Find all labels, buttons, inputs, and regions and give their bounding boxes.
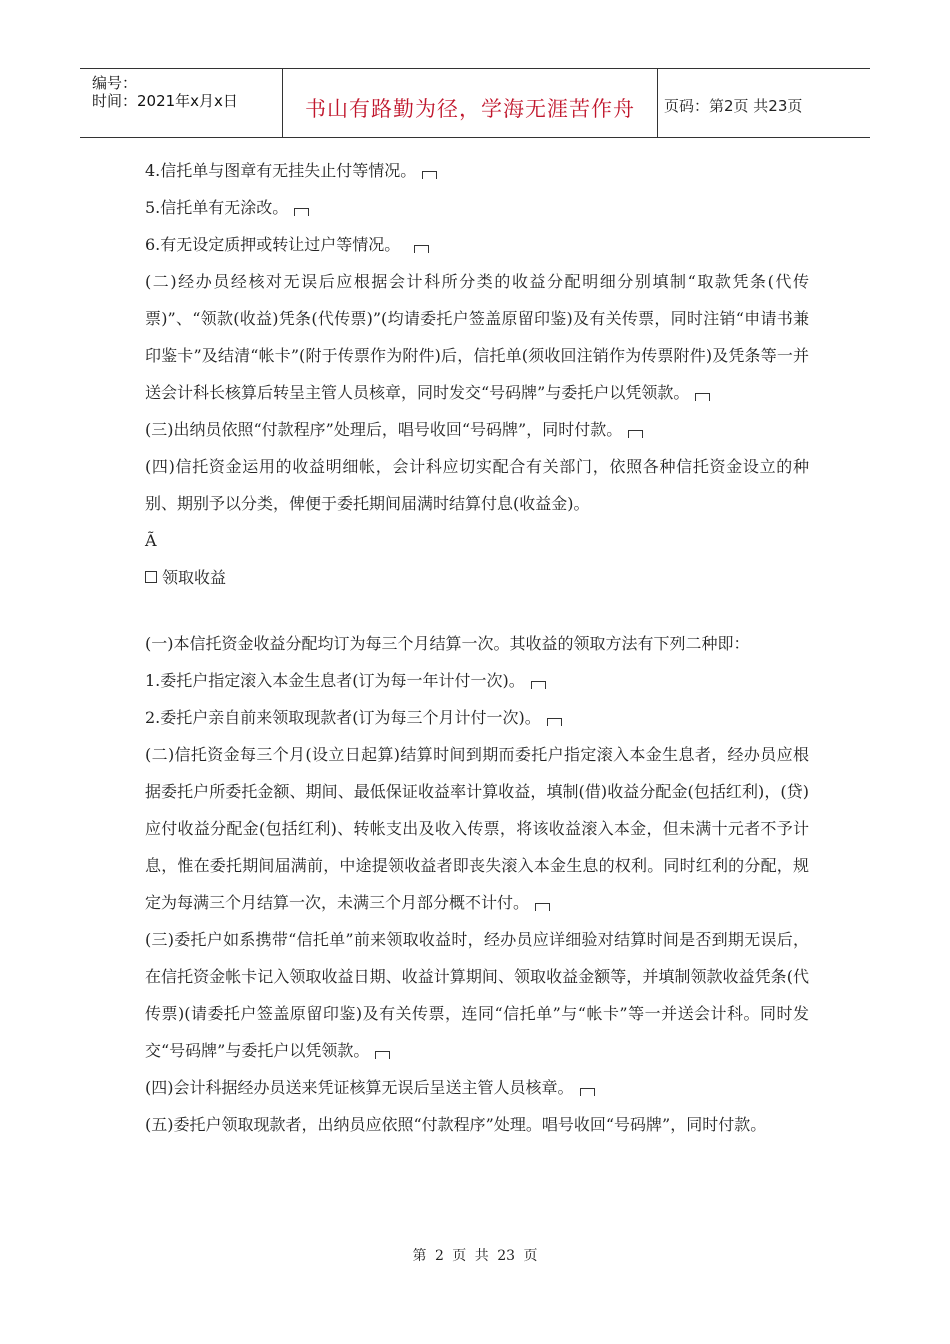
- document-body: [145, 152, 809, 1143]
- paragraph: (三)委托户如系携带“信托单”前来领取收益时，经办员应详细验对结算时间是否到期无误后，在信托资金帐卡记入领取收益日期、收益计算期间、领取收益金额等，并填制领款收益凭条(代传票)(请委托户签盖原留印鉴)及有关传票，连同“信托单”与“帐卡”等一并送会计科。同时发交“号码牌”与委托户以凭领款。: [145, 930, 809, 1060]
- page-footer: 第 2 页 共 23 页: [412, 1248, 538, 1264]
- paragraph: (一)本信托资金收益分配均订为每三个月结算一次。其收益的领取方法有下列二种即：: [145, 634, 750, 653]
- paragraph-mark-icon: [294, 208, 309, 216]
- paragraph: 4.信托单与图章有无挂失止付等情况。: [145, 152, 809, 189]
- header-motto-cell: [282, 69, 658, 137]
- motto: 书山有路勤为径，学海无涯苦作舟: [305, 97, 635, 121]
- stray-glyph: Ã: [145, 531, 157, 550]
- paragraph-mark-icon: [422, 171, 437, 179]
- number-label: 编号：: [92, 74, 138, 92]
- paragraph: (二)经办员经核对无误后应根据会计科所分类的收益分配明细分别填制“取款凭条(代传票)”、“领款(收益)凭条(代传票)”(均请委托户签盖原留印鉴)及有关传票，同时注销“申请书兼印鉴卡”及结清“帐卡”(附于传票作为附件)后，信托单(须收回注销作为传票附件)及凭条等一并送会计科长核算后转呈主管人员核章，同时发交“号码牌”与委托户以凭领款。: [145, 272, 809, 402]
- paragraph-mark-icon: [628, 430, 643, 438]
- paragraph-mark-icon: [580, 1088, 595, 1096]
- paragraph-mark-icon: [695, 393, 710, 401]
- paragraph: 1.委托户指定滚入本金生息者(订为每一年计付一次)。: [145, 662, 809, 699]
- section-heading: 领取收益: [145, 559, 809, 596]
- paragraph: 6.有无设定质押或转让过户等情况。: [145, 226, 809, 263]
- paragraph: 2.委托户亲自前来领取现款者(订为每三个月计付一次)。: [145, 699, 809, 736]
- paragraph: (三)出纳员依照“付款程序”处理后，唱号收回“号码牌”，同时付款。: [145, 411, 809, 448]
- header-page-cell: [662, 69, 870, 137]
- paragraph-mark-icon: [547, 718, 562, 726]
- spacer: [145, 596, 809, 625]
- paragraph: 5.信托单有无涂改。: [145, 189, 809, 226]
- paragraph-mark-icon: [531, 681, 546, 689]
- paragraph-mark-icon: [375, 1051, 390, 1059]
- paragraph: (五)委托户领取现款者，出纳员应依照“付款程序”处理。唱号收回“号码牌”，同时付款。: [145, 1115, 767, 1134]
- page-header: [80, 68, 870, 138]
- header-meta: [80, 69, 280, 137]
- checkbox-icon: [145, 571, 157, 583]
- paragraph: (四)信托资金运用的收益明细帐，会计科应切实配合有关部门，依照各种信托资金设立的种别、期别予以分类，俾便于委托期间届满时结算付息(收益金)。: [145, 457, 809, 513]
- paragraph: (四)会计科据经办员送来凭证核算无误后呈送主管人员核章。: [145, 1069, 809, 1106]
- paragraph-mark-icon: [414, 245, 429, 253]
- paragraph: (二)信托资金每三个月(设立日起算)结算时间到期而委托户指定滚入本金生息者，经办员应根据委托户所委托金额、期间、最低保证收益率计算收益，填制(借)收益分配金(包括红利)，(贷)应付收益分配金(包括红利)、转帐支出及收入传票，将该收益滚入本金，但未满十元者不予计息，惟在委托期间届满前，中途提领收益者即丧失滚入本金生息的权利。同时红利的分配，规定为每满三个月结算一次，未满三个月部分概不计付。: [145, 745, 809, 912]
- paragraph-mark-icon: [535, 903, 550, 911]
- time-label: 时间：2021年x月x日: [92, 92, 238, 110]
- page-info: 页码：第2页 共23页: [664, 97, 803, 115]
